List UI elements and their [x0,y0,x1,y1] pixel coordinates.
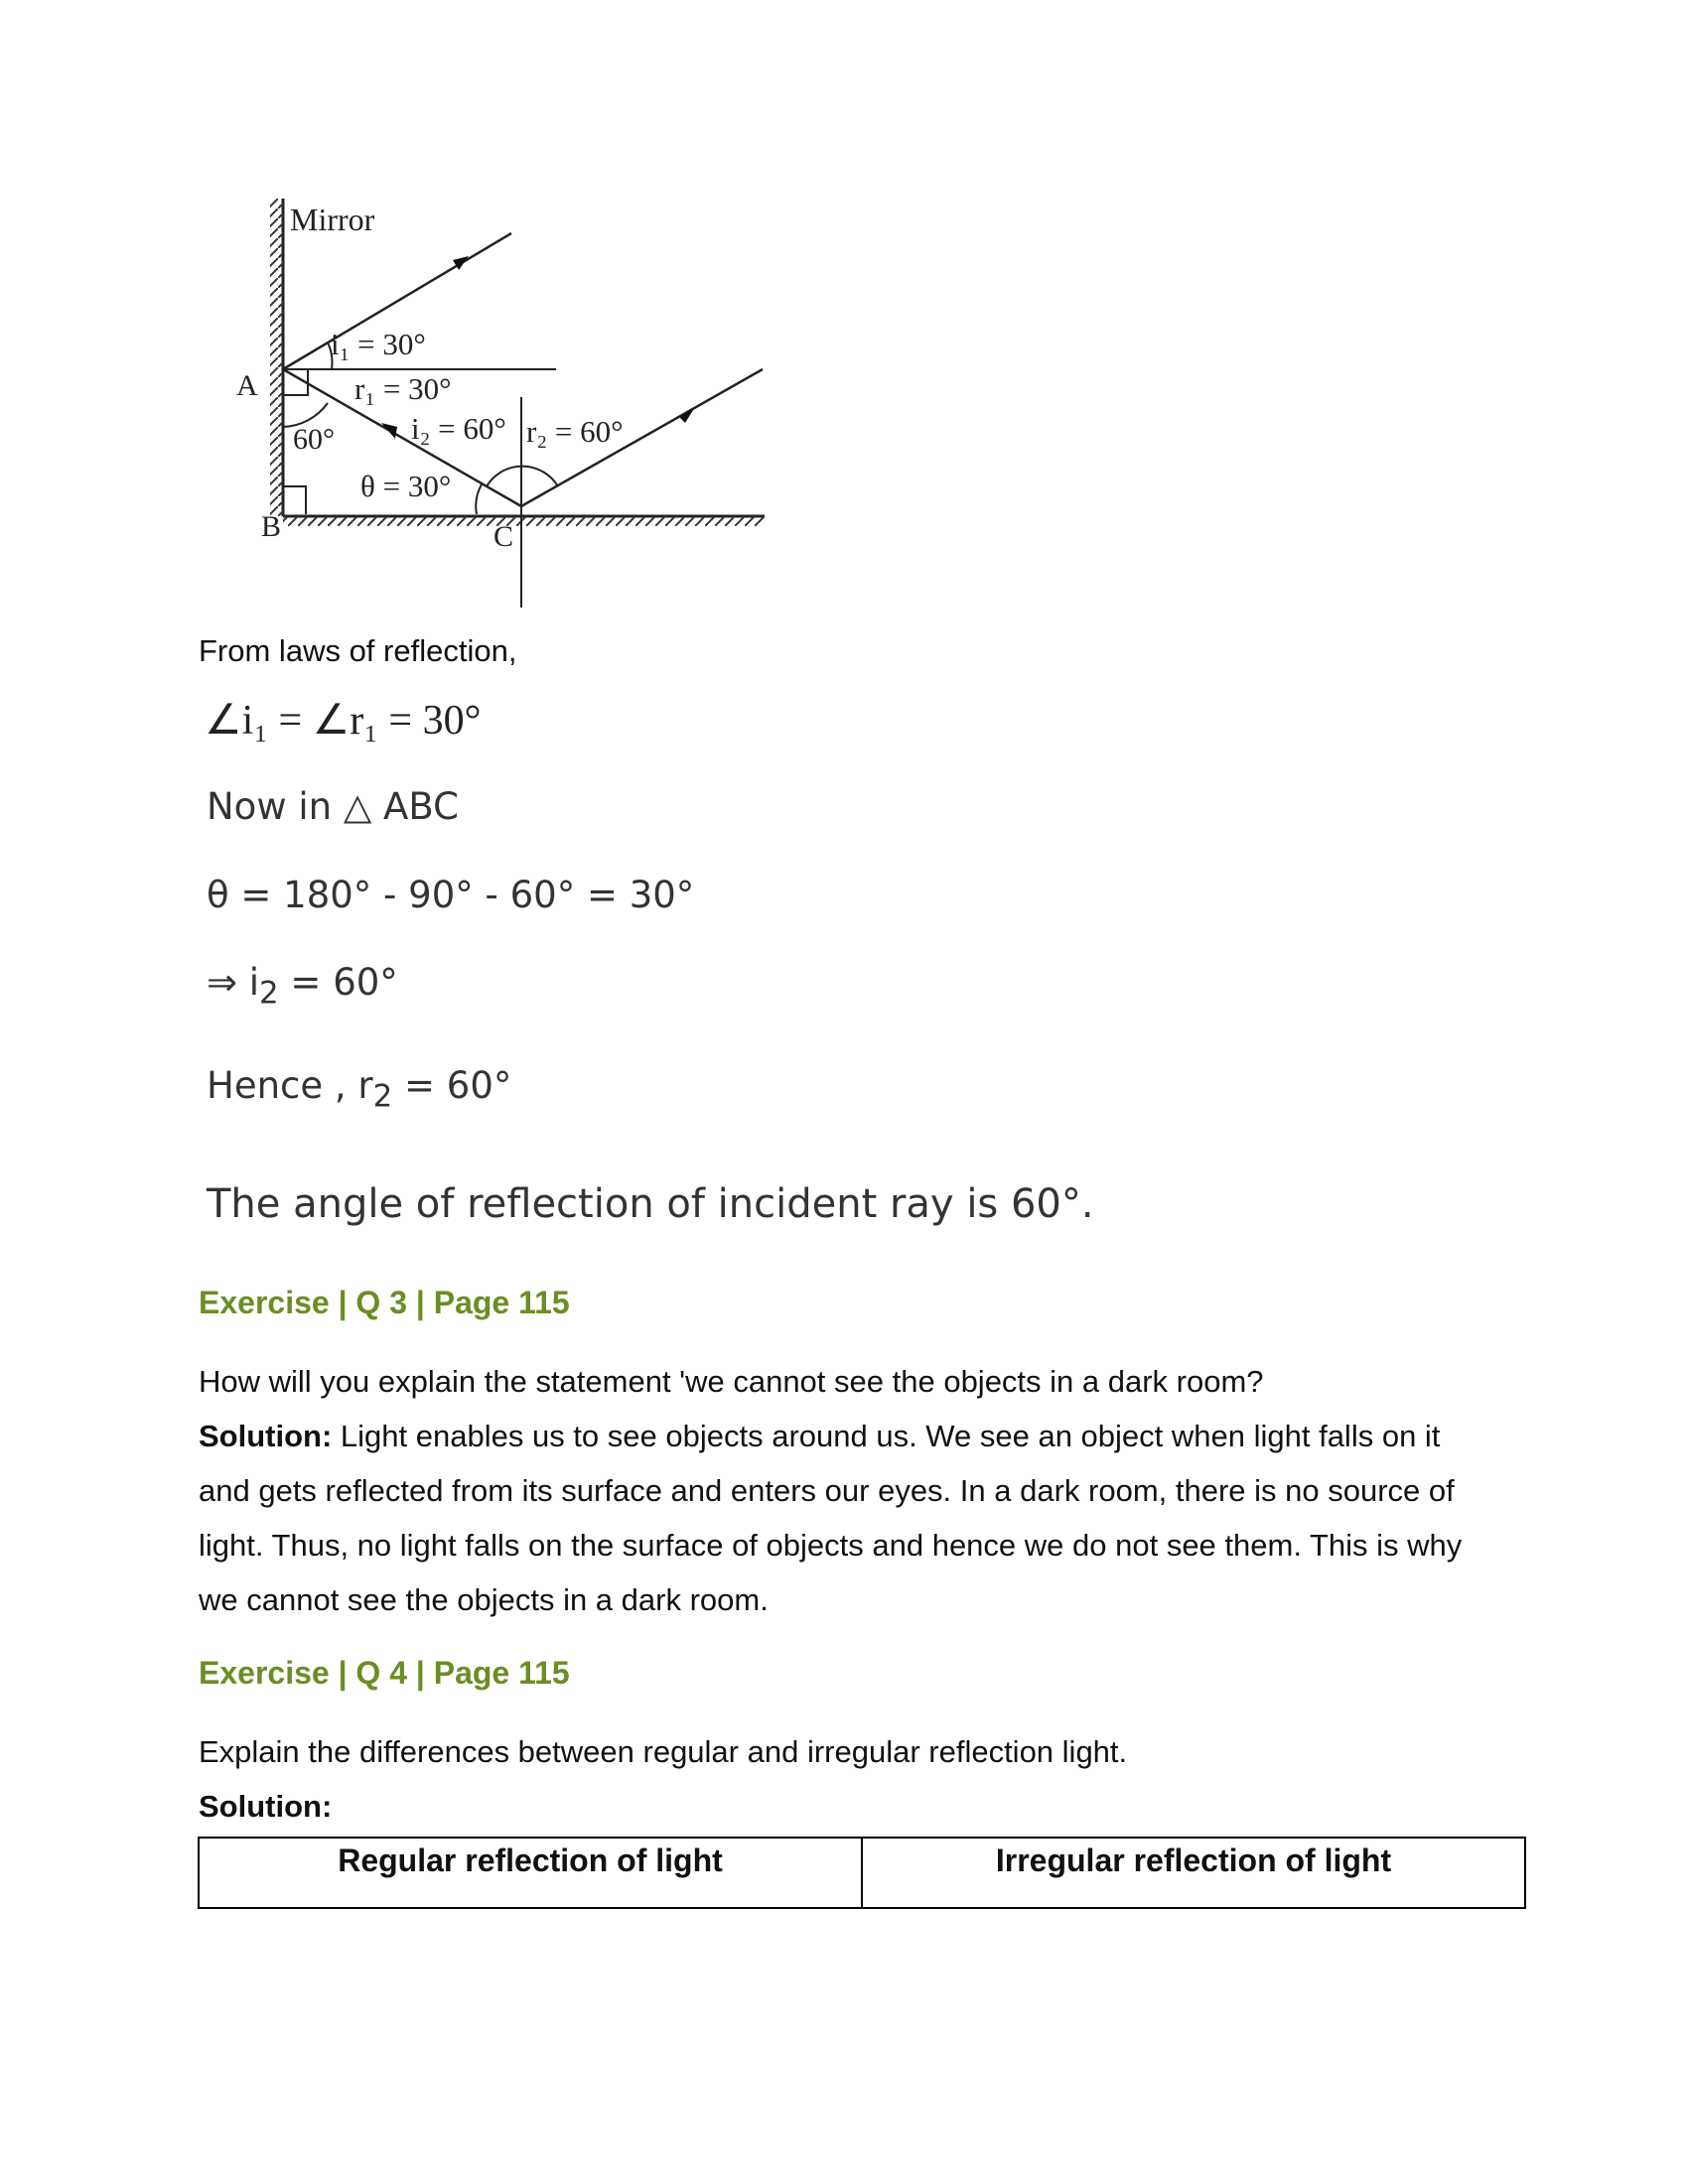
reflection-diagram [0,0,1688,635]
equation-r2-sub: 2 [372,1078,393,1115]
equation-r2 [207,1064,511,1114]
label-i2: i₂ = 60° [411,411,506,446]
comparison-table [198,1837,1526,1909]
conclusion-text: The angle of reflection of incident ray is 60°. [207,1181,1094,1227]
equation-i2-prefix: ⇒ i [207,961,260,1004]
equation-i2-sub: 2 [259,975,279,1012]
label-angle-60: 60° [293,423,335,456]
label-r1: r₁ = 30° [354,371,452,406]
equation-i2-suffix: = 60° [278,961,398,1004]
label-mirror: Mirror [290,202,375,237]
q4-question: Explain the differences between regular and irregular reflection light. [199,1734,1128,1769]
arrow-2 [381,423,397,439]
label-i1: i₁ = 30° [331,327,426,361]
table-header-regular: Regular reflection of light [199,1838,862,1908]
equation-angles: ∠i₁ = ∠r₁ = 30° [205,698,482,744]
label-point-a: A [236,369,258,402]
arc-theta [476,484,482,514]
q4-solution [199,1779,1489,1834]
equation-triangle: Now in △ ABC [207,785,459,828]
q3-body [199,1354,1489,1627]
q3-solution-text: Light enables us to see objects around us. We see an object when light falls on it and gets reflected from its surface and enters our eyes. In a dark room, there is no source of light. Thus, no light falls on the surface of objects and hence we do not see them. This is why we cannot see the objects in a dark room. [199,1419,1463,1617]
q3-heading: Exercise | Q 3 | Page 115 [199,1285,570,1320]
table-header-row [199,1838,1525,1908]
q4-heading: Exercise | Q 4 | Page 115 [199,1655,570,1691]
equation-r2-prefix: Hence , r [207,1064,373,1107]
vertical-mirror [270,199,283,516]
q4-solution-label: Solution: [199,1789,333,1824]
q3-solution-label: Solution: [199,1419,333,1453]
q3-question: How will you explain the statement 'we cannot see the objects in a dark room? [199,1364,1264,1399]
intro-text: From laws of reflection, [199,633,517,668]
label-theta: θ = 30° [360,469,452,503]
horizontal-mirror [283,516,765,526]
equation-r2-suffix: = 60° [392,1064,512,1107]
table-header-irregular: Irregular reflection of light [862,1838,1525,1908]
equation-theta: θ = 180° - 90° - 60° = 30° [207,874,695,916]
label-point-c: C [493,520,514,553]
right-angle-b [283,486,306,514]
label-point-b: B [261,510,282,543]
label-r2: r₂ = 60° [526,414,624,449]
equation-i2 [207,961,398,1011]
q3-solution [199,1409,1489,1627]
q4-body [199,1724,1489,1834]
